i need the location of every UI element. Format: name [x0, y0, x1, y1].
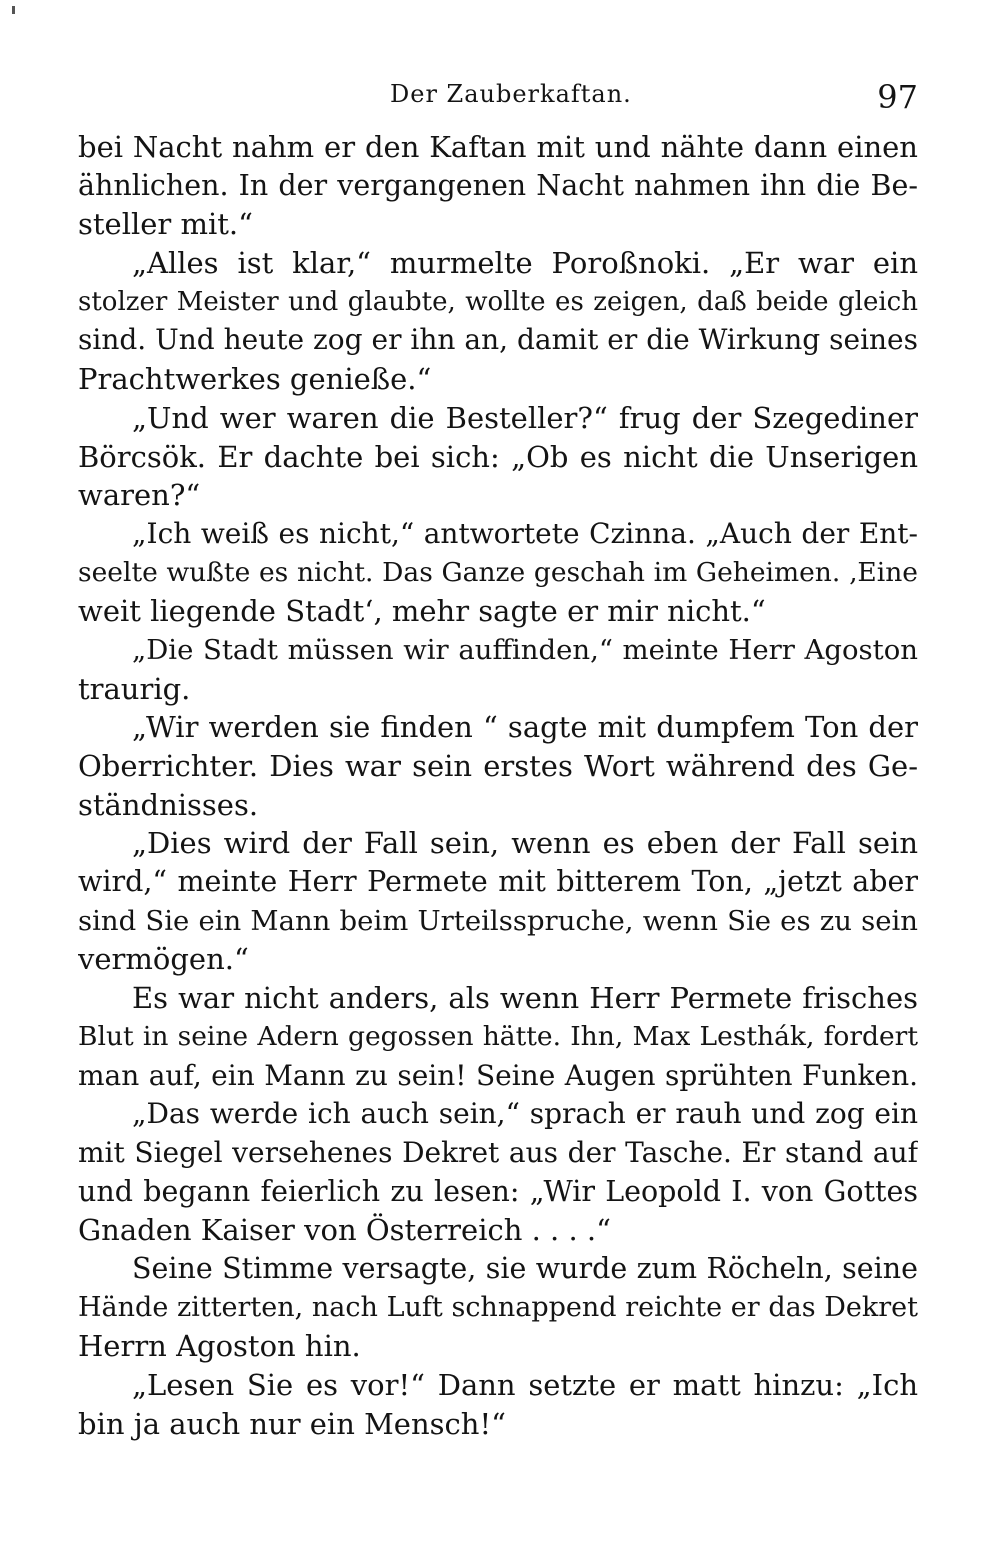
text-line: Herrn Agoston hin.: [78, 1329, 361, 1364]
body-text: [78, 128, 918, 1443]
text-line: man auf, ein Mann zu sein! Seine Augen sprühten Funken.: [78, 1058, 918, 1092]
text-line: Börcsök. Er dachte bei sich: „Ob es nicht die Unserigen: [78, 439, 918, 474]
page-number: 97: [877, 78, 918, 116]
text-line: weit liegende Stadt‘, mehr sagte er mir nicht.“: [78, 594, 766, 629]
text-line: seelte wußte es nicht. Das Ganze geschah im Geheimen. ‚Eine: [78, 556, 918, 588]
text-line: mit Siegel versehenes Dekret aus der Tasche. Er stand auf: [78, 1135, 918, 1169]
scan-mark: [12, 6, 15, 14]
text-line: und begann feierlich zu lesen: „Wir Leopold I. von Gottes: [78, 1174, 918, 1208]
text-line: „Ich weiß es nicht,“ antwortete Czinna. „Auch der Ent-: [132, 516, 918, 550]
text-line: Gnaden Kaiser von Österreich . . . .“: [78, 1213, 611, 1248]
text-line: „Und wer waren die Besteller?“ frug der Szegediner: [132, 400, 918, 435]
text-line: wird,“ meinte Herr Permete mit bitterem Ton, „jetzt aber: [78, 865, 918, 899]
text-line: „Wir werden sie finden “ sagte mit dumpfem Ton der: [132, 710, 918, 745]
text-line: „Die Stadt müssen wir auffinden,“ meinte Herr Agoston: [132, 633, 918, 666]
text-line: Oberrichter. Dies war sein erstes Wort während des Ge-: [78, 749, 918, 783]
text-line: „Das werde ich auch sein,“ sprach er rauh und zog ein: [132, 1097, 918, 1131]
text-line: sind Sie ein Mann beim Urteilsspruche, wenn Sie es zu sein: [78, 904, 918, 937]
text-line: „Dies wird der Fall sein, wenn es eben der Fall sein: [132, 826, 918, 861]
text-line: Prachtwerkes genieße.“: [78, 362, 432, 397]
text-line: waren?“: [78, 478, 201, 513]
text-line: Blut in seine Adern gegossen hätte. Ihn, Max Lesthák, fordert: [78, 1020, 918, 1052]
text-line: ständnisses.: [78, 787, 259, 822]
text-line: sind. Und heute zog er ihn an, damit er die Wirkung seines: [78, 323, 918, 357]
text-line: „Lesen Sie es vor!“ Dann setzte er matt hinzu: „Ich: [132, 1368, 918, 1402]
text-line: steller mit.“: [78, 207, 253, 242]
text-line: „Alles ist klar,“ murmelte Poroßnoki. „Er war ein: [132, 246, 918, 281]
text-line: Hände zitterten, nach Luft schnappend reichte er das Dekret: [78, 1291, 918, 1323]
text-line: bei Nacht nahm er den Kaftan mit und nähte dann einen: [78, 130, 918, 164]
text-line: ähnlichen. In der vergangenen Nacht nahmen ihn die Be-: [78, 168, 918, 202]
running-title: Der Zauberkaftan.: [390, 80, 632, 108]
text-line: bin ja auch nur ein Mensch!“: [78, 1406, 506, 1441]
text-line: Es war nicht anders, als wenn Herr Permete frisches: [132, 981, 918, 1016]
running-head: [0, 78, 1000, 118]
text-line: stolzer Meister und glaubte, wollte es zeigen, daß beide gleich: [78, 286, 918, 317]
text-line: Seine Stimme versagte, sie wurde zum Röcheln, seine: [132, 1251, 918, 1285]
text-line: traurig.: [78, 671, 191, 706]
text-line: vermögen.“: [78, 942, 249, 977]
